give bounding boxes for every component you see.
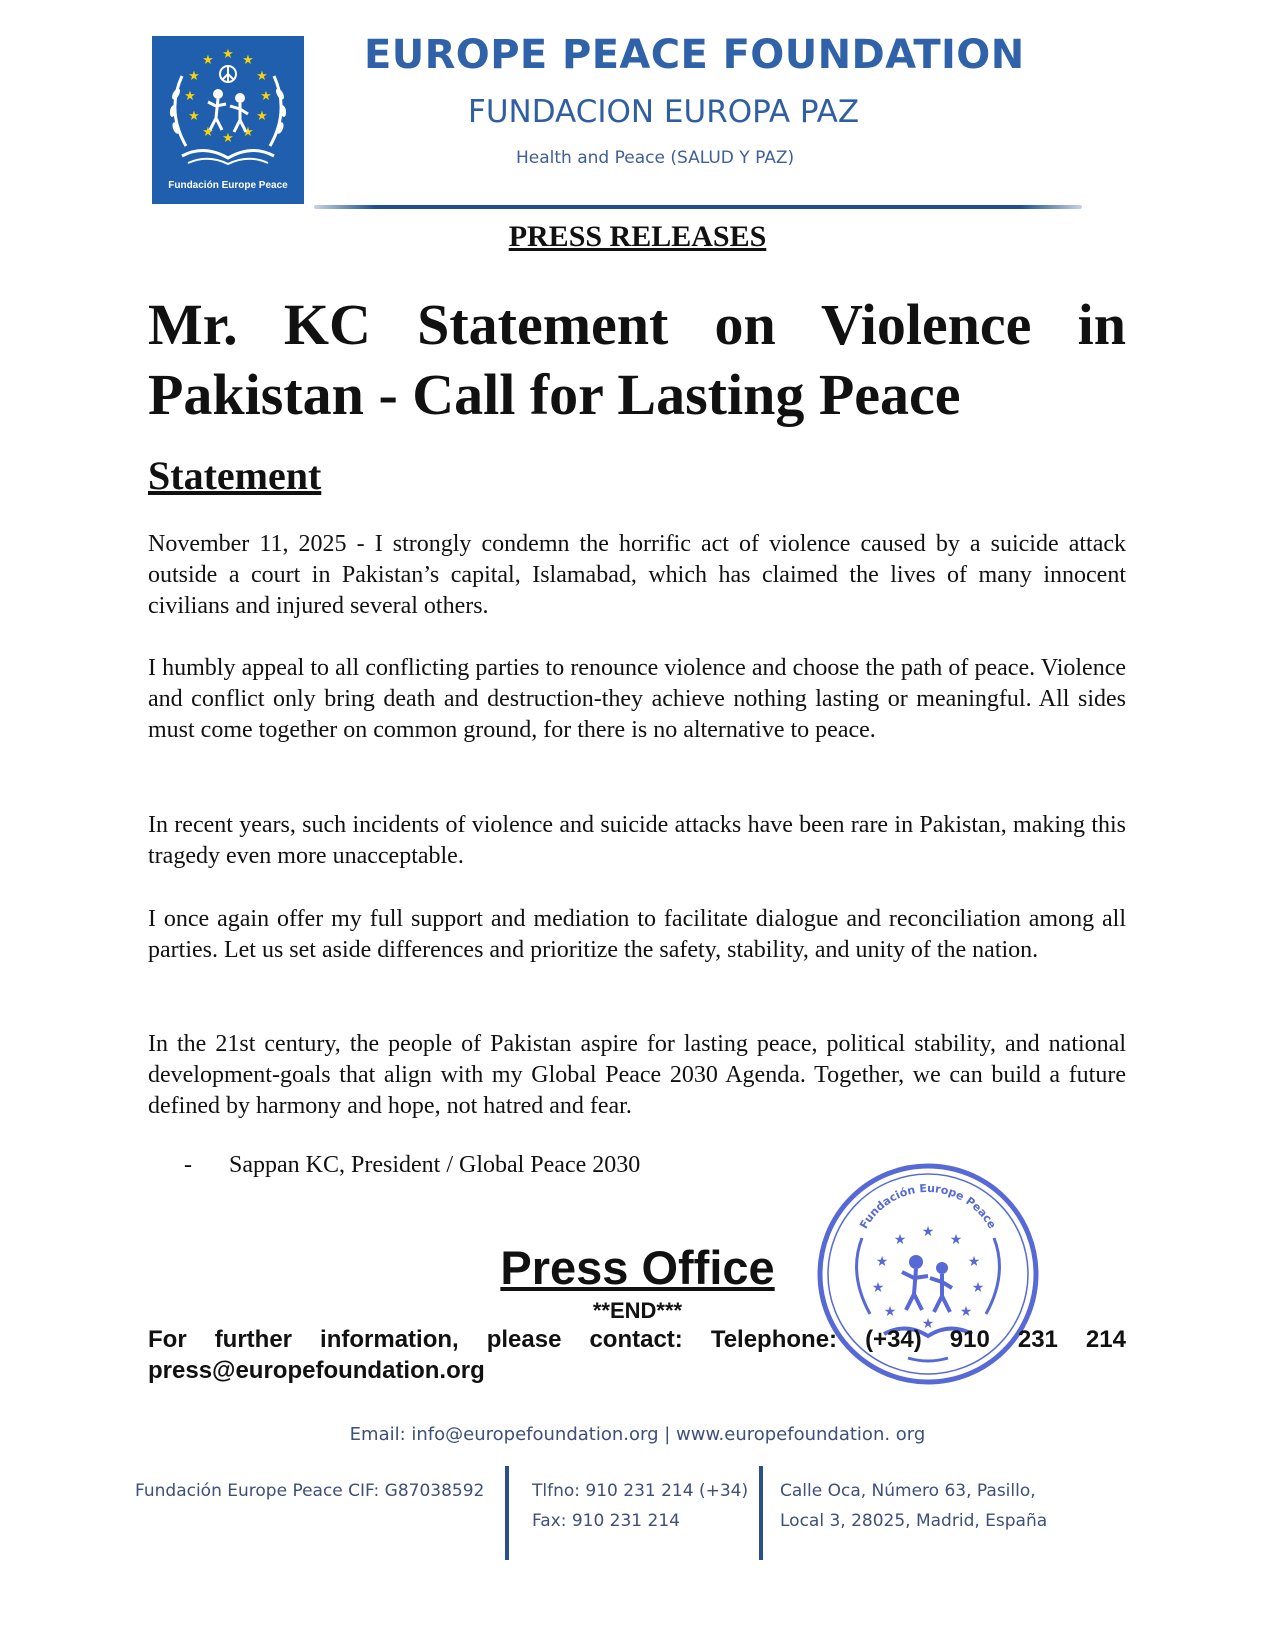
- contact-word: further: [214, 1326, 293, 1353]
- logo-caption: Fundación Europe Peace: [168, 180, 288, 191]
- logo-emblem-icon: [152, 36, 304, 186]
- svg-text:★: ★: [893, 1232, 907, 1248]
- page-title: Mr. KC Statement on Violence in Pakistan - Call for Lasting Peace: [148, 292, 1126, 427]
- svg-text:★: ★: [202, 53, 214, 68]
- svg-text:★: ★: [260, 89, 272, 104]
- svg-text:★: ★: [202, 125, 214, 140]
- contact-word: Telephone:: [710, 1326, 838, 1353]
- svg-text:★: ★: [971, 1280, 985, 1296]
- contact-info: [148, 1324, 1126, 1386]
- footer-phone: Tlfno: 910 231 214 (+34): [532, 1481, 749, 1501]
- svg-text:★: ★: [256, 109, 268, 124]
- header-divider: [314, 205, 1082, 209]
- footer-address-line: Local 3, 28025, Madrid, España: [780, 1511, 1048, 1531]
- svg-text:★: ★: [188, 69, 200, 84]
- footer-fax: Fax: 910 231 214: [532, 1511, 680, 1531]
- contact-email-link[interactable]: press@europefoundation.org: [148, 1357, 485, 1384]
- footer-address-line: Calle Oca, Número 63, Pasillo,: [780, 1481, 1036, 1501]
- contact-word: please: [486, 1326, 562, 1353]
- footer-divider: [505, 1466, 509, 1560]
- svg-text:★: ★: [871, 1280, 885, 1296]
- svg-text:★: ★: [875, 1254, 889, 1270]
- svg-text:★: ★: [184, 89, 196, 104]
- svg-text:★: ★: [959, 1304, 973, 1320]
- footer-email-website[interactable]: Email: info@europefoundation.org | www.europefoundation. org: [349, 1424, 926, 1445]
- svg-text:★: ★: [242, 125, 254, 140]
- svg-text:★: ★: [883, 1304, 897, 1320]
- statement-heading: Statement: [148, 453, 322, 498]
- statement-paragraph: In recent years, such incidents of violence and suicide attacks have been rare in Pakistan, making this tragedy even more unacceptable.: [148, 812, 1126, 869]
- organization-name: EUROPE PEACE FOUNDATION: [364, 32, 1025, 78]
- contact-word: 214: [1085, 1326, 1126, 1353]
- footer-divider: [759, 1466, 763, 1560]
- svg-text:★: ★: [967, 1254, 981, 1270]
- stamp-text: Fundación Europe Peace: [857, 1181, 999, 1232]
- contact-line: [148, 1324, 1126, 1355]
- contact-word: information,: [320, 1326, 459, 1353]
- press-office-heading: Press Office: [500, 1241, 775, 1294]
- svg-text:★: ★: [921, 1224, 935, 1240]
- footer-org-cif: Fundación Europe Peace CIF: G87038592: [135, 1481, 485, 1501]
- svg-text:★: ★: [921, 1316, 935, 1332]
- svg-text:★: ★: [949, 1232, 963, 1248]
- foundation-logo: [152, 36, 304, 204]
- organization-name-spanish: FUNDACION EUROPA PAZ: [468, 94, 860, 130]
- svg-text:★: ★: [188, 109, 200, 124]
- signature-dash: -: [184, 1152, 192, 1178]
- contact-word: (+34): [865, 1326, 922, 1353]
- statement-paragraph: In the 21st century, the people of Pakistan aspire for lasting peace, political stability, and national development-goals that align with my Global Peace 2030 Agenda. Together, we can build a future defined by harmony and hope, not hatred and fear.: [148, 1031, 1126, 1119]
- svg-text:★: ★: [242, 53, 254, 68]
- footer-address: [780, 1476, 1047, 1536]
- end-mark: **END***: [592, 1298, 683, 1323]
- contact-word: 231: [1017, 1326, 1058, 1353]
- contact-word: 910: [949, 1326, 990, 1353]
- svg-text:★: ★: [222, 131, 234, 146]
- statement-paragraph: I humbly appeal to all conflicting parties to renounce violence and choose the path of peace. Violence and conflict only bring death and destruction-they achieve nothing lasting or meaningful. All sides must come together on common ground, for there is no alternative to peace.: [148, 655, 1126, 743]
- organization-tagline: Health and Peace (SALUD Y PAZ): [516, 148, 795, 168]
- contact-word: contact:: [589, 1326, 683, 1353]
- statement-paragraph: I once again offer my full support and mediation to facilitate dialogue and reconciliation among all parties. Let us set aside differences and prioritize the safety, stability, and unity of the nation.: [148, 906, 1126, 963]
- svg-text:★: ★: [222, 47, 234, 62]
- svg-text:★: ★: [256, 69, 268, 84]
- section-label: PRESS RELEASES: [508, 220, 767, 253]
- statement-paragraph: November 11, 2025 - I strongly condemn the horrific act of violence caused by a suicide attack outside a court in Pakistan’s capital, Islamabad, which has claimed the lives of many innocent civilians and injured several others.: [148, 531, 1126, 619]
- footer-phone-fax: [532, 1476, 748, 1536]
- signature-line: [184, 1152, 640, 1179]
- contact-word: For: [148, 1326, 187, 1353]
- signature-text: Sappan KC, President / Global Peace 2030: [229, 1152, 641, 1178]
